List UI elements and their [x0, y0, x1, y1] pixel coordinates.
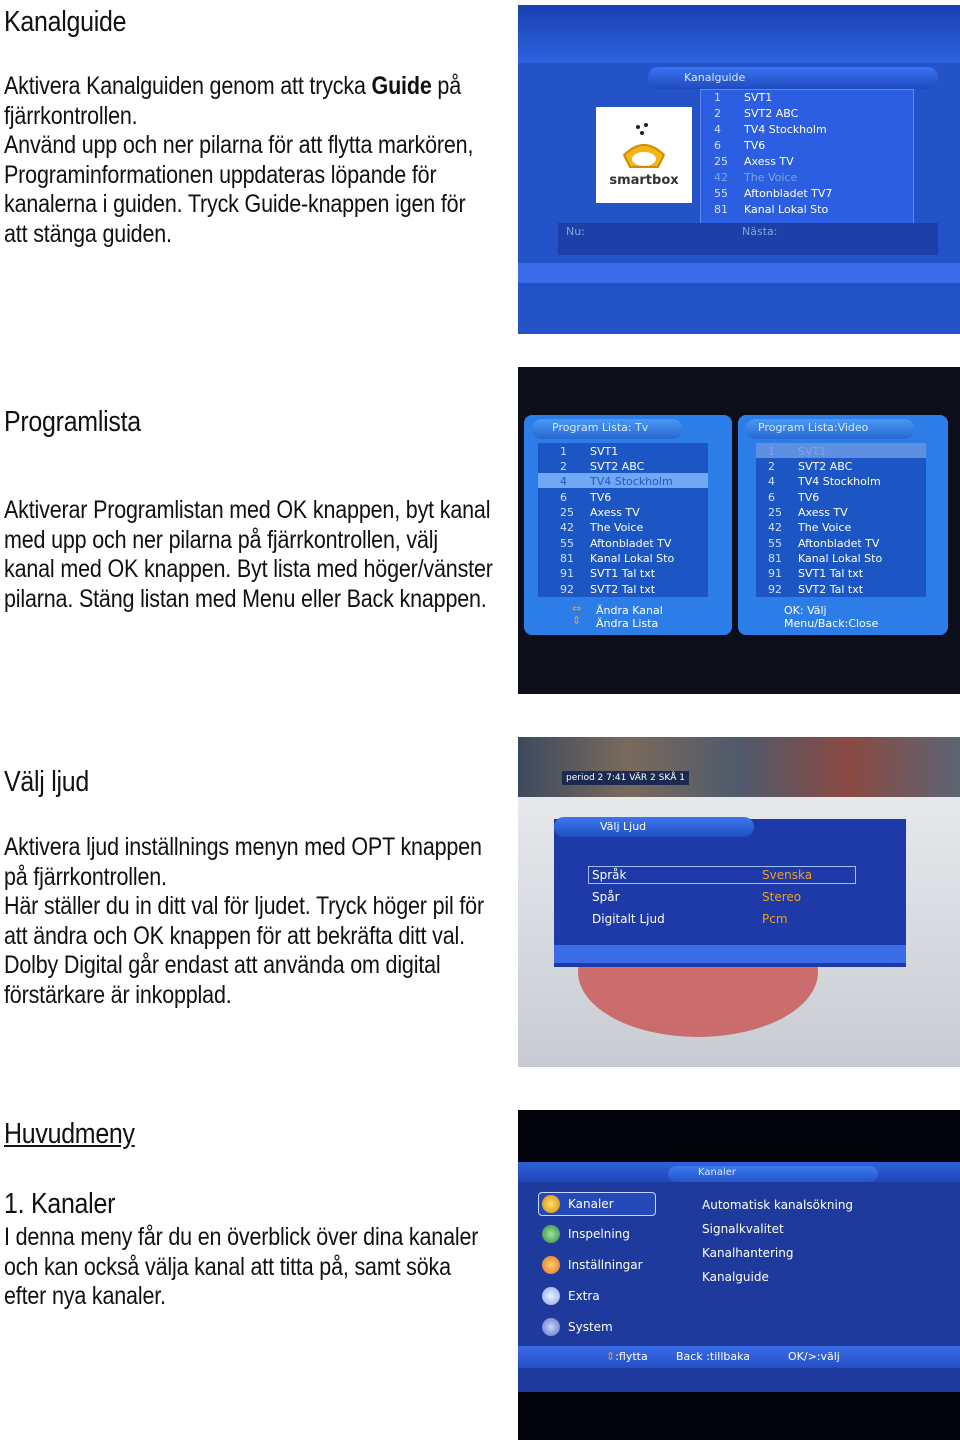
- up-down-arrow-icon: ⇕: [606, 1350, 616, 1363]
- channel-row[interactable]: 2 SVT2 ABC: [560, 460, 645, 473]
- channel-row: 6 TV6: [714, 139, 766, 152]
- back-hint: Back :tillbaka: [676, 1350, 751, 1363]
- channel-row: 55 Aftonbladet TV7: [714, 187, 833, 200]
- move-hint: ⇕:flytta: [606, 1350, 648, 1363]
- channel-row[interactable]: 2 SVT2 ABC: [768, 460, 853, 473]
- menu-item-extra[interactable]: Extra: [542, 1287, 600, 1305]
- channel-row-selected[interactable]: 4 TV4 Stockholm: [560, 475, 673, 488]
- channel-row: 1 SVT1: [714, 91, 773, 104]
- change-channel-hint: Ändra Kanal: [596, 604, 663, 617]
- sound-row-value[interactable]: Stereo: [762, 890, 802, 904]
- hockey-crowd-background: [518, 737, 960, 797]
- main-menu-title: Kanaler: [698, 1167, 737, 1178]
- menu-item-kanaler[interactable]: Kanaler: [542, 1195, 614, 1213]
- sound-row-label[interactable]: Spår: [592, 890, 620, 904]
- programlista-screenshot: [518, 367, 960, 694]
- menu-item-installningar[interactable]: Inställningar: [542, 1256, 643, 1274]
- program-list-tv-title: Program Lista: Tv: [552, 421, 649, 434]
- channel-row[interactable]: 1 SVT1: [768, 445, 827, 458]
- channel-row[interactable]: 55 Aftonbladet TV: [768, 537, 880, 550]
- channel-row[interactable]: 1 SVT1: [560, 445, 619, 458]
- program-list-video-title: Program Lista:Video: [758, 421, 869, 434]
- kanalguide-panel-title: Kanalguide: [684, 71, 746, 84]
- sound-row-value[interactable]: Pcm: [762, 912, 788, 926]
- channels-icon: [542, 1195, 560, 1213]
- close-hint: Menu/Back:Close: [784, 617, 879, 630]
- settings-icon: [542, 1256, 560, 1274]
- section-title-kanalguide: Kanalguide: [4, 6, 127, 38]
- channel-row[interactable]: 91 SVT1 Tal txt: [560, 567, 656, 580]
- smartbox-logo: [596, 107, 692, 203]
- channel-row[interactable]: 6 TV6: [560, 491, 612, 504]
- channel-row: 2 SVT2 ABC: [714, 107, 799, 120]
- section-title-programlista: Programlista: [4, 406, 141, 438]
- system-icon: [542, 1318, 560, 1336]
- sound-row-label[interactable]: Språk: [592, 868, 627, 882]
- menu-item-inspelning[interactable]: Inspelning: [542, 1225, 630, 1243]
- submenu-auto-scan[interactable]: Automatisk kanalsökning: [702, 1198, 854, 1212]
- channel-row[interactable]: 4 TV4 Stockholm: [768, 475, 881, 488]
- kanalguide-screenshot: [518, 5, 960, 334]
- submenu-channel-guide[interactable]: Kanalguide: [702, 1270, 769, 1284]
- channel-row[interactable]: 6 TV6: [768, 491, 820, 504]
- huvudmeny-description: I denna meny får du en överblick över dina kanaler och kan också välja kanal att titta på, samt söka efter nya kanaler.: [4, 1223, 479, 1310]
- next-label: Nästa:: [742, 225, 778, 238]
- valj-ljud-screenshot: [518, 737, 960, 1067]
- submenu-signal-quality[interactable]: Signalkvalitet: [702, 1222, 784, 1236]
- smartbox-logo-text: smartbox: [609, 173, 679, 188]
- now-label: Nu:: [566, 225, 585, 238]
- sound-row-value[interactable]: Svenska: [762, 868, 813, 882]
- scoreboard: period 2 7:41 VÄR 2 SKÅ 1: [562, 771, 689, 785]
- channel-row: 4 TV4 Stockholm: [714, 123, 827, 136]
- selected-row-frame: [588, 866, 856, 884]
- channel-row[interactable]: 25 Axess TV: [768, 506, 848, 519]
- channel-row: 25 Axess TV: [714, 155, 794, 168]
- channel-row[interactable]: 81 Kanal Lokal Sto: [560, 552, 675, 565]
- program-list-tv-panel: [524, 415, 732, 635]
- channel-row[interactable]: 92 SVT2 Tal txt: [560, 583, 656, 596]
- channel-row[interactable]: 92 SVT2 Tal txt: [768, 583, 864, 596]
- huvudmeny-screenshot: [518, 1110, 960, 1440]
- program-list-video-panel: [738, 415, 948, 635]
- channel-row[interactable]: 55 Aftonbladet TV: [560, 537, 672, 550]
- menu-item-system[interactable]: System: [542, 1318, 613, 1336]
- ok-select-hint: OK: Välj: [784, 604, 827, 617]
- extra-icon: [542, 1287, 560, 1305]
- programlista-description: Aktiverar Programlistan med OK knappen, byt kanal med upp och ner pilarna på fjärrkontrollen, välj kanal med OK knappen. Byt lista med höger/vänster pilarna. Stäng listan med Menu eller Back knappen.: [4, 496, 493, 613]
- ok-hint: OK/>:välj: [788, 1350, 840, 1363]
- section-title-huvudmeny: Huvudmeny: [4, 1118, 135, 1150]
- section-title-valj-ljud: Välj ljud: [4, 766, 90, 798]
- channel-row[interactable]: 25 Axess TV: [560, 506, 640, 519]
- sound-menu-title: Välj Ljud: [600, 820, 647, 833]
- channel-row: 81 Kanal Lokal Sto: [714, 203, 829, 216]
- sound-row-label[interactable]: Digitalt Ljud: [592, 912, 665, 926]
- kanalguide-description: Aktivera Kanalguiden genom att trycka Guide på fjärrkontrollen. Använd upp och ner pilarna för att flytta markören, Programinformationen uppdateras löpande för kanalerna i guiden. Tryck Guide-knappen igen för att stänga guiden.: [4, 72, 474, 248]
- channel-row[interactable]: 42 The Voice: [768, 521, 852, 534]
- subsection-title-kanaler: 1. Kanaler: [4, 1188, 116, 1220]
- channel-row[interactable]: 81 Kanal Lokal Sto: [768, 552, 883, 565]
- channel-row[interactable]: 42 The Voice: [560, 521, 644, 534]
- change-list-hint: Ändra Lista: [596, 617, 659, 630]
- channel-row[interactable]: 91 SVT1 Tal txt: [768, 567, 864, 580]
- recording-icon: [542, 1225, 560, 1243]
- valj-ljud-description: Aktivera ljud inställnings menyn med OPT knappen på fjärrkontrollen. Här ställer du in ditt val för ljudet. Tryck höger pil för att ändra och OK knappen för att bekräfta ditt val. Dolby Digital går endast att använda om digital förstärkare är inkopplad.: [4, 833, 484, 1009]
- channel-row: 42 The Voice: [714, 171, 798, 184]
- submenu-channel-management[interactable]: Kanalhantering: [702, 1246, 794, 1260]
- arrows-icon: ⇔ ⇕: [572, 602, 582, 627]
